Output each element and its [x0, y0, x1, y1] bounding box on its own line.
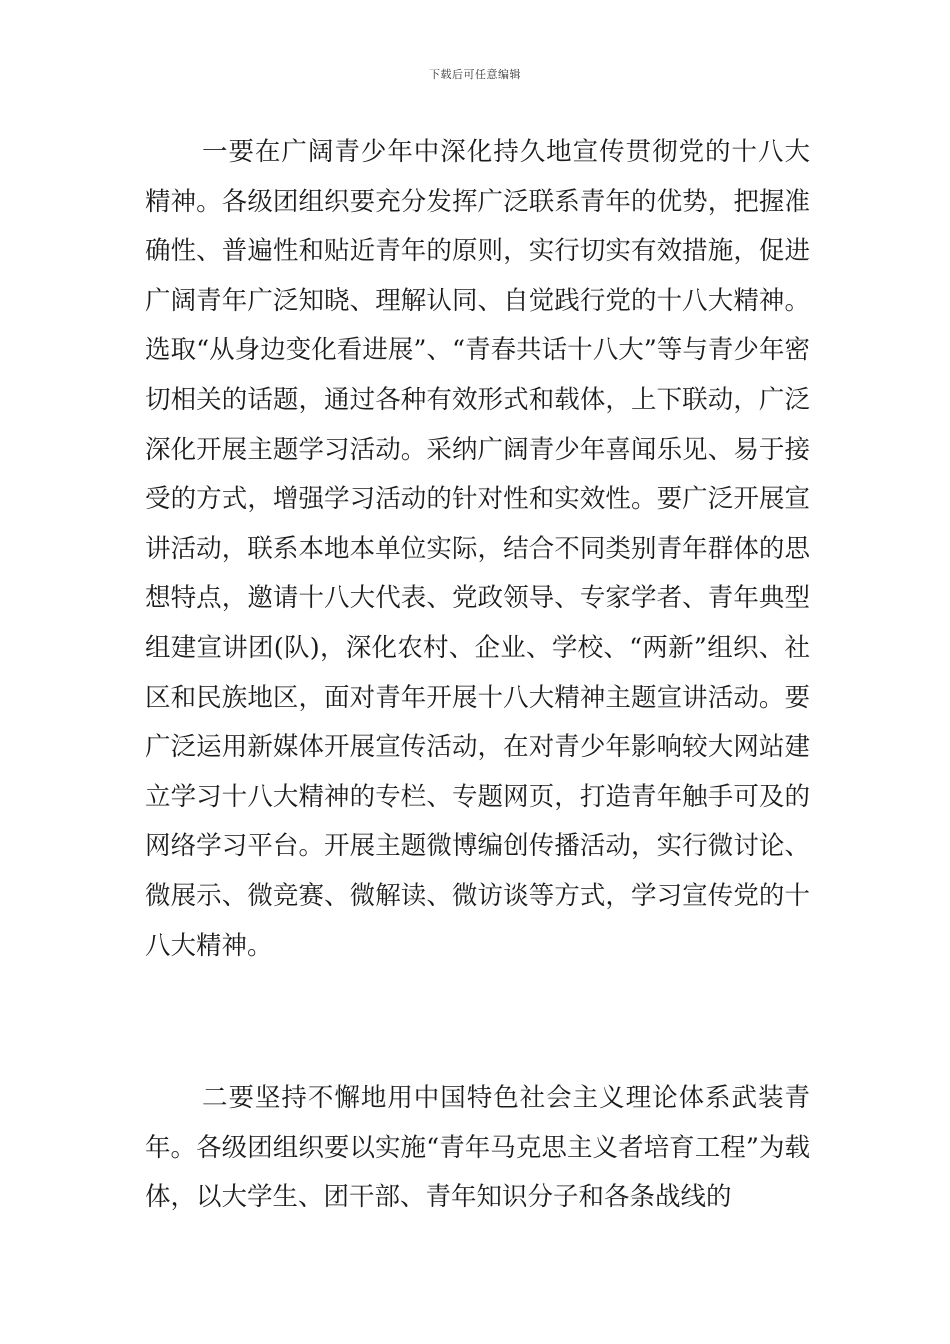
paragraph-2-text: 二要坚持不懈地用中国特色社会主义理论体系武装青年。各级团组织要以实施“青年马克思主义者培育工程”为载体，以大学生、团干部、青年知识分子和各条战线的: [145, 1083, 810, 1213]
paragraph-1: [145, 128, 810, 971]
page-header: 下载后可任意编辑: [429, 68, 521, 81]
paragraph-2: [145, 1074, 810, 1223]
paragraph-1-text: 一要在广阔青少年中深化持久地宣传贯彻党的十八大精神。各级团组织要充分发挥广泛联系青年的优势，把握准确性、普遍性和贴近青年的原则，实行切实有效措施，促进广阔青年广泛知晓、理解认同、自觉践行党的十八大精神。选取“从身边变化看进展”、“青春共话十八大”等与青少年密切相关的话题，通过各种有效形式和载体，上下联动，广泛深化开展主题学习活动。采纳广阔青少年喜闻乐见、易于接受的方式，增强学习活动的针对性和实效性。要广泛开展宣讲活动，联系本地本单位实际，结合不同类别青年群体的思想特点，邀请十八大代表、党政领导、专家学者、青年典型组建宣讲团(队)，深化农村、企业、学校、“两新”组织、社区和民族地区，面对青年开展十八大精神主题宣讲活动。要广泛运用新媒体开展宣传活动，在对青少年影响较大网站建立学习十八大精神的专栏、专题网页，打造青年触手可及的网络学习平台。开展主题微博编创传播活动，实行微讨论、微展示、微竞赛、微解读、微访谈等方式，学习宣传党的十八大精神。: [145, 137, 810, 961]
